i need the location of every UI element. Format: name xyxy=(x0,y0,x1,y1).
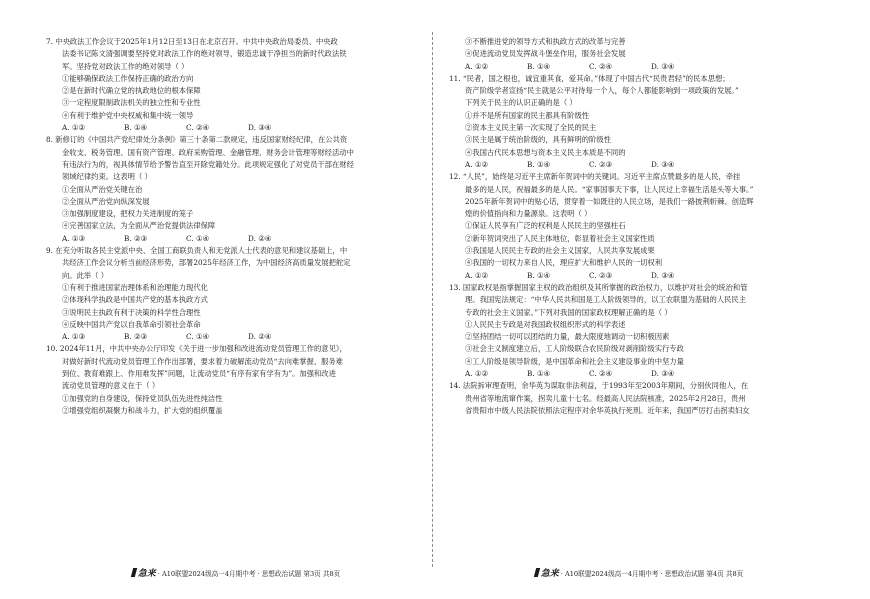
answer-choice: B. ①④ xyxy=(527,270,551,280)
answer-choice: B. ②③ xyxy=(124,233,148,243)
question-text-line: 最多的是人民，祝福最多的是人民。“家事国事天下事，让人民过上幸福生活是头等大事。” xyxy=(465,184,754,194)
option-statement: ②新年贺词突出了人民主体地位，彰显着社会主义国家性质 xyxy=(465,233,655,243)
question-text-line: 贵州省等地流窜作案，拐卖儿童十七名。经最高人民法院核准，2025年2月28日，贵州 xyxy=(465,393,746,403)
answer-choice: A. ①② xyxy=(465,61,488,71)
answer-choice: B. ①④ xyxy=(527,369,551,379)
option-statement: ④我国古代民本思想与资本主义民主本质是不同的 xyxy=(465,147,626,157)
question-text-line: 共经济工作会议分析当前经济形势，部署2025年经济工作，为中国经济高质量发展把舵定 xyxy=(62,258,351,268)
answer-choice: D. ③④ xyxy=(248,123,272,133)
footer-text: · A10联盟2024级高一4月期中考 · 思想政治试题 第3页 共8页 xyxy=(157,570,341,578)
answer-choices xyxy=(449,270,829,282)
question-text-line: 向。此举（ ） xyxy=(62,270,109,280)
option-statement: ④有利于维护党中央权威和集中统一领导 xyxy=(62,110,194,120)
question-text-line: 煌的价值指向和力量源泉。这表明（ ） xyxy=(465,209,592,219)
option-statement: ③加强制度建设，把权力关进制度的笼子 xyxy=(62,209,194,219)
option-statement: ①人民民主专政是对我国政权组织形式的科学表述 xyxy=(465,319,626,329)
option-statement: ③社会主义制度建立后，工人阶级联合农民阶级对剥削阶级实行专政 xyxy=(465,344,684,354)
question-text-line: 专政的社会主义国家。”下列对我国的国家政权理解正确的是（ ） xyxy=(465,307,672,317)
page-3 xyxy=(46,0,426,599)
answer-choice: A. ①③ xyxy=(62,233,85,243)
answer-choices xyxy=(449,368,829,380)
answer-choice: D. ③④ xyxy=(651,61,675,71)
question-text-line: 14. 法院拆审理查明，余华英为谋取非法利益，于1993年至2003年期间，分别伙同他人，在 xyxy=(449,381,749,391)
option-statement: ④我国的一切权力来自人民，理应扩大和维护人民的一切权利 xyxy=(465,258,663,268)
question-text-line: 8. 新修订的《中国共产党纪律处分条例》第三十条第二款规定，违反国家财经纪律，在公共资 xyxy=(46,135,348,145)
option-statement: ④工人阶级是领导阶级，是中国革命和社会主义建设事业的中坚力量 xyxy=(465,356,684,366)
answer-choice: D. ②④ xyxy=(248,332,272,342)
question-text-line: 对做好新时代流动党员管理工作作出部署，要求着力破解流动党员“去向难掌握、服务难 xyxy=(62,356,344,366)
question-text-line: 军。坚持党对政法工作的绝对领导（ ） xyxy=(62,61,189,71)
page-divider xyxy=(432,32,433,567)
option-statement: ①加强党的自身建设，保持党员队伍先进性纯洁性 xyxy=(62,393,223,403)
answer-choice: B. ①④ xyxy=(124,123,148,133)
question-text-line: 到位、教育难跟上、作用难发挥”问题，让流动党员“有序有家有学有为”。加强和改进 xyxy=(62,369,336,379)
answer-choices xyxy=(46,122,426,134)
option-statement: ④反映中国共产党以自我革命引领社会革命 xyxy=(62,319,201,329)
answer-choice: D. ③④ xyxy=(651,369,675,379)
answer-choice: A. ①② xyxy=(465,270,488,280)
question-text-line: 省贵阳市中级人民法院依照法定程序对余华英执行死刑。近年来，我国严厉打击拐卖妇女 xyxy=(465,405,750,415)
question-text-line: 10. 2024年11月，中共中央办公厅印发《关于进一步加强和改进流动党员管理工作的意见》， xyxy=(46,344,347,354)
question-text-line: 资产阶级学者宣扬“民主就是公平对待每一个人，每个人都能影响到一项政策的发展。” xyxy=(465,86,739,96)
answer-choice: C. ②③ xyxy=(589,270,613,280)
option-statement: ④促进流动党员发挥战斗堡垒作用，服务社会发展 xyxy=(465,49,626,59)
option-statement: ①能够确保政法工作保持正确的政治方向 xyxy=(62,73,194,83)
option-statement: ②是在新时代确立党的执政地位的根本保障 xyxy=(62,86,201,96)
option-statement: ②体现科学执政是中国共产党的基本执政方式 xyxy=(62,295,208,305)
option-statement: ④完善国家立法，为全面从严治党提供法律保障 xyxy=(62,221,216,231)
question-text-line: 有违法行为的，视具体情节给予警告直至开除党籍处分。此项规定强化了对党员干部在财经 xyxy=(62,159,354,169)
answer-choice: C. ②④ xyxy=(186,123,210,133)
answer-choices xyxy=(449,61,829,73)
answer-choices xyxy=(46,331,426,343)
page-4-body xyxy=(449,36,829,417)
question-text-line: 下列关于民主的认识正确的是（ ） xyxy=(465,98,577,108)
question-text-line: 13. 国家政权是指掌握国家主权的政治组织及其所掌握的政治权力，以维护对社会的统治和管 xyxy=(449,282,748,292)
question-text-line: 11. “民者，国之根也，诚宜重其食，爱其命。”体现了中国古代“民贵君轻”的民本思想； xyxy=(449,73,730,83)
answer-choice: A. ①② xyxy=(62,123,85,133)
option-statement: ①全面从严治党关键在治 xyxy=(62,184,143,194)
option-statement: ①并不是所有国家的民主都具有阶级性 xyxy=(465,110,590,120)
brand-logo-icon xyxy=(534,568,540,577)
option-statement: ③不断推进党的领导方式和执政方式的改革与完善 xyxy=(465,37,626,46)
option-statement: ①有利于推进国家治理体系和治理能力现代化 xyxy=(62,282,208,292)
question-text-line: 2025年新年贺词中的贴心话，贯穿着一如既往的人民立场，是我们一路披荆斩棘、创造辉 xyxy=(465,196,754,206)
answer-choices xyxy=(46,233,426,245)
brand-name: 急来 xyxy=(137,569,156,579)
option-statement: ②全面从严治党向纵深发展 xyxy=(62,196,150,206)
option-statement: ②增强党组织凝聚力和战斗力，扩大党的组织覆盖 xyxy=(62,405,223,415)
option-statement: ③我国是人民民主专政的社会主义国家，人民共享发展成果 xyxy=(465,246,655,256)
question-text-line: 金收支、税务管理、国有资产管理、政府采购管理、金融管理、财务会计管理等财经活动中 xyxy=(62,147,354,157)
question-text-line: 法委书记陈文清强调要坚持党对政法工作的绝对领导，锻造忠诚干净担当的新时代政法铁 xyxy=(62,49,347,59)
option-statement: ③一定程度限制政法机关的独立性和专业性 xyxy=(62,98,201,108)
answer-choice: B. ②③ xyxy=(124,332,148,342)
option-statement: ③民主是属于统治阶级的，具有鲜明的阶级性 xyxy=(465,135,611,145)
option-statement: ②坚持团结一切可以团结的力量，最大限度地调动一切积极因素 xyxy=(465,332,670,342)
answer-choices xyxy=(449,159,829,171)
answer-choice: D. ③④ xyxy=(651,270,675,280)
brand-name: 急来 xyxy=(540,569,559,579)
answer-choice: A. ①② xyxy=(465,159,488,169)
brand-logo-icon xyxy=(131,568,137,577)
question-text-line: 理。我国宪法规定：“中华人民共和国是工人阶级领导的，以工农联盟为基础的人民民主 xyxy=(465,295,747,305)
question-text-line: 流动党员管理的意义在于（ ） xyxy=(62,381,160,391)
answer-choice: A. ①③ xyxy=(62,332,85,342)
answer-choice: C. ①④ xyxy=(186,233,210,243)
footer-text: · A10联盟2024级高一4月期中考 · 思想政治试题 第4页 共8页 xyxy=(560,570,744,578)
page-4-footer xyxy=(449,568,829,579)
question-text-line: 9. 在充分听取各民主党派中央、全国工商联负责人和无党派人士代表的意见和建议基础上，中 xyxy=(46,246,348,256)
answer-choice: A. ①② xyxy=(465,369,488,379)
option-statement: ②资本主义民主第一次实现了全民的民主 xyxy=(465,123,597,133)
question-text-line: 12. “人民”，始终是习近平主席新年贺词中的关键词。习近平主席点赞最多的是人民，牵挂 xyxy=(449,172,741,182)
answer-choice: C. ②④ xyxy=(589,61,613,71)
option-statement: ①保证人民享有广泛的权利是人民民主的坚强柱石 xyxy=(465,221,626,231)
answer-choice: D. ②④ xyxy=(248,233,272,243)
answer-choice: B. ①④ xyxy=(527,159,551,169)
page-3-body xyxy=(46,36,426,417)
question-text-line: 领域纪律约束。这表明（ ） xyxy=(62,172,152,182)
answer-choice: D. ③④ xyxy=(651,159,675,169)
page-4 xyxy=(449,0,829,599)
option-statement: ③说明民主执政有利于决策的科学性合理性 xyxy=(62,307,201,317)
answer-choice: B. ①④ xyxy=(527,61,551,71)
page-3-footer xyxy=(46,568,426,579)
answer-choice: C. ②③ xyxy=(589,159,613,169)
question-text-line: 7. 中央政法工作会议于2025年1月12日至13日在北京召开。中共中央政治局委员、中央政 xyxy=(46,37,338,46)
answer-choice: C. ①④ xyxy=(186,332,210,342)
answer-choice: C. ②④ xyxy=(589,369,613,379)
